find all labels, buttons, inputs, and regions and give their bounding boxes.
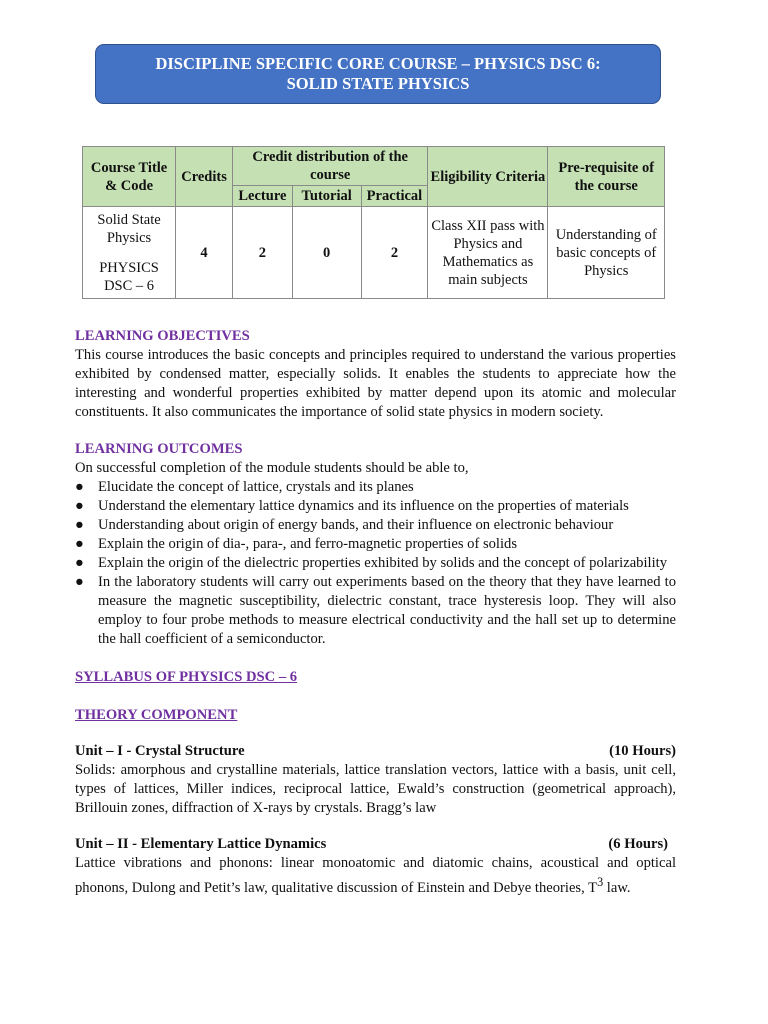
unit-2	[75, 835, 676, 898]
course-title-cell	[83, 207, 176, 299]
credits-value: 4	[176, 207, 233, 299]
table-header-row	[83, 147, 665, 186]
list-item: ● Understanding about origin of energy bands, and their influence on electronic behaviour	[75, 517, 614, 533]
learning-outcomes-intro: On successful completion of the module students should be able to,	[75, 460, 469, 476]
course-title-banner	[95, 44, 661, 104]
lecture-value: 2	[233, 207, 293, 299]
table-row	[83, 207, 665, 299]
list-item: ● Explain the origin of the dielectric properties exhibited by solids and the concept of polarizability	[75, 555, 667, 571]
learning-objectives-heading: LEARNING OBJECTIVES	[75, 328, 250, 344]
prerequisite-value: Understanding of basic concepts of Physics	[548, 207, 665, 299]
unit-2-title: Unit – II - Elementary Lattice Dynamics	[75, 836, 327, 852]
list-item: ● Elucidate the concept of lattice, crystals and its planes	[75, 479, 414, 495]
header-eligibility: Eligibility Criteria	[428, 147, 548, 207]
document-body	[75, 327, 676, 898]
tutorial-value: 0	[292, 207, 361, 299]
bullet-icon: ●	[75, 517, 84, 533]
theory-component-heading: THEORY COMPONENT	[75, 707, 238, 723]
unit-1-header	[75, 742, 676, 761]
unit-1-text: Solids: amorphous and crystalline materials, lattice translation vectors, lattice with a basis, unit cell, types of lattices, Miller indices, reciprocal lattice, Ewald’s construction (geometrical approach), Brillouin zones, diffraction of X-rays by crystals. Bragg’s law	[75, 762, 676, 816]
learning-outcomes-heading: LEARNING OUTCOMES	[75, 441, 243, 457]
header-tutorial: Tutorial	[292, 186, 361, 207]
bullet-icon: ●	[75, 479, 84, 495]
course-name: Solid State Physics	[97, 211, 161, 246]
unit-2-hours: (6 Hours)	[608, 836, 668, 852]
syllabus-heading: SYLLABUS OF PHYSICS DSC – 6	[75, 669, 298, 685]
header-credits: Credits	[176, 147, 233, 207]
list-item: ● Understand the elementary lattice dynamics and its influence on the properties of materials	[75, 498, 629, 514]
superscript: 3	[597, 875, 604, 889]
unit-2-header	[75, 835, 676, 854]
course-details-table	[82, 146, 665, 299]
bullet-icon: ●	[75, 574, 84, 590]
unit-1-hours: (10 Hours)	[609, 743, 676, 759]
learning-objectives-text: This course introduces the basic concepts and principles required to understand the various properties exhibited by condensed matter, especially solids. It enables the students to appreciate how the interesting and wonderful properties exhibited by matter depend upon its atomic and molecular constituents. It also communicates the importance of solid state physics in modern society.	[75, 347, 676, 420]
course-code: PHYSICS DSC – 6	[99, 259, 159, 294]
header-practical: Practical	[361, 186, 428, 207]
unit-2-text: Lattice vibrations and phonons: linear monoatomic and diatomic chains, acoustical and optical phonons, Dulong and Petit’s law, qualitative discussion of Einstein and Debye theories, $T^3$ law.	[75, 855, 676, 896]
list-item: ● Explain the origin of dia-, para-, and ferro-magnetic properties of solids	[75, 536, 518, 552]
bullet-icon: ●	[75, 555, 84, 571]
header-course-title: Course Title & Code	[83, 147, 176, 207]
banner-line-2: SOLID STATE PHYSICS	[286, 74, 470, 93]
banner-line-1: DISCIPLINE SPECIFIC CORE COURSE – PHYSICS DSC 6:	[155, 54, 601, 73]
bullet-icon: ●	[75, 536, 84, 552]
header-credit-distribution: Credit distribution of the course	[233, 147, 428, 186]
list-item: ● In the laboratory students will carry out experiments based on the theory that they have learned to measure the magnetic susceptibility, dielectric constant, trace hysteresis loop. They will also employ to four probe methods to measure electrical conductivity and the hall set up to determine the hall coefficient of a semiconductor.	[75, 574, 676, 647]
header-prerequisite: Pre-requisite of the course	[548, 147, 665, 207]
practical-value: 2	[361, 207, 428, 299]
bullet-icon: ●	[75, 498, 84, 514]
unit-1	[75, 742, 676, 818]
learning-outcomes-list	[75, 478, 676, 649]
eligibility-value: Class XII pass with Physics and Mathematics as main subjects	[428, 207, 548, 299]
unit-1-title: Unit – I - Crystal Structure	[75, 743, 245, 759]
header-lecture: Lecture	[233, 186, 293, 207]
